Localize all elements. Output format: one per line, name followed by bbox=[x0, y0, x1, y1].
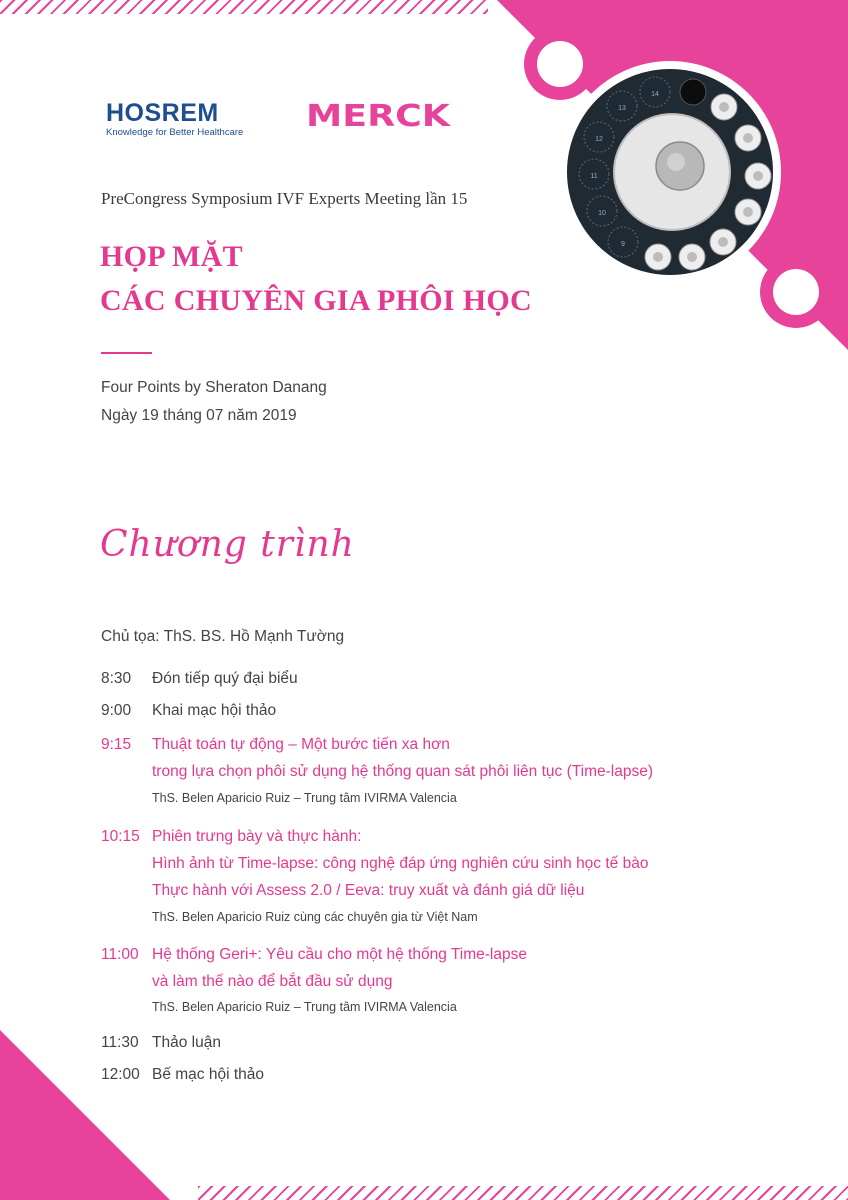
agenda-item bbox=[101, 1034, 221, 1052]
agenda-title: Phiên trưng bày và thực hành: bbox=[152, 828, 362, 845]
agenda-title: Đón tiếp quý đại biểu bbox=[152, 670, 298, 687]
agenda-title-continued: Hình ảnh từ Time-lapse: công nghệ đáp ứng nghiên cứu sinh học tế bào bbox=[152, 855, 649, 872]
agenda-title-continued: và làm thế nào để bắt đầu sử dụng bbox=[152, 973, 393, 990]
merck-logo bbox=[306, 98, 452, 132]
agenda-title: Thuật toán tự động – Một bước tiến xa hơn bbox=[152, 736, 450, 753]
agenda-item bbox=[101, 670, 298, 688]
merck-logo-text: MERCK bbox=[306, 99, 452, 132]
pink-circle-top-hole bbox=[537, 41, 583, 87]
hosrem-logo bbox=[106, 100, 243, 138]
agenda-item bbox=[101, 946, 527, 964]
title-divider bbox=[101, 352, 152, 354]
agenda-item bbox=[101, 828, 361, 846]
agenda-speaker: ThS. Belen Aparicio Ruiz – Trung tâm IVIRMA Valencia bbox=[152, 1000, 457, 1014]
dish-well-label: 12 bbox=[595, 136, 603, 143]
agenda-speaker: ThS. Belen Aparicio Ruiz cùng các chuyên gia từ Việt Nam bbox=[152, 910, 478, 924]
agenda-title-continued: trong lựa chọn phôi sử dụng hệ thống quan sát phôi liên tục (Time-lapse) bbox=[152, 763, 653, 780]
stripe-band-top bbox=[0, 0, 488, 14]
page-title-line-2: CÁC CHUYÊN GIA PHÔI HỌC bbox=[100, 284, 532, 317]
embryo-dish-image bbox=[559, 61, 781, 283]
agenda-item bbox=[101, 736, 450, 754]
agenda-time: 8:30 bbox=[101, 670, 132, 687]
agenda-time: 9:00 bbox=[101, 702, 132, 719]
page-title-line-1: HỌP MẶT bbox=[100, 240, 243, 273]
pink-circle-bottom-hole bbox=[773, 269, 819, 315]
agenda-title: Bế mạc hội thảo bbox=[152, 1066, 265, 1083]
agenda-time: 9:15 bbox=[101, 736, 132, 753]
hosrem-logo-name: HOSREM bbox=[106, 99, 219, 127]
pink-corner-bottom-left bbox=[0, 1030, 170, 1200]
agenda-time: 10:15 bbox=[101, 828, 140, 845]
dish-well-label: 13 bbox=[618, 105, 626, 112]
agenda-title-continued: Thực hành với Assess 2.0 / Eeva: truy xuất và đánh giá dữ liệu bbox=[152, 882, 585, 899]
agenda-title: Thảo luận bbox=[152, 1034, 221, 1051]
chairperson: Chủ tọa: ThS. BS. Hồ Mạnh Tường bbox=[101, 628, 345, 645]
agenda-item bbox=[101, 1066, 264, 1084]
agenda-item bbox=[101, 702, 276, 720]
agenda-speaker: ThS. Belen Aparicio Ruiz – Trung tâm IVIRMA Valencia bbox=[152, 791, 457, 805]
dish-well-label: 10 bbox=[598, 210, 606, 217]
dish-well-label: 14 bbox=[651, 91, 659, 98]
agenda-time: 11:00 bbox=[101, 946, 139, 963]
dish-well-label: 9 bbox=[621, 241, 625, 248]
agenda-title: Hệ thống Geri+: Yêu cầu cho một hệ thống Time-lapse bbox=[152, 946, 527, 963]
event-date: Ngày 19 tháng 07 năm 2019 bbox=[101, 407, 297, 424]
stripe-band-bottom bbox=[198, 1186, 848, 1200]
dish-well-label: 11 bbox=[590, 173, 598, 180]
venue: Four Points by Sheraton Danang bbox=[101, 379, 327, 396]
agenda-time: 11:30 bbox=[101, 1034, 139, 1051]
hosrem-logo-tagline: Knowledge for Better Healthcare bbox=[106, 127, 244, 138]
agenda-title: Khai mạc hội thảo bbox=[152, 702, 277, 719]
program-heading: Chương trình bbox=[100, 524, 355, 565]
symposium-subtitle: PreCongress Symposium IVF Experts Meeting lần 15 bbox=[101, 189, 468, 208]
agenda-time: 12:00 bbox=[101, 1066, 140, 1083]
